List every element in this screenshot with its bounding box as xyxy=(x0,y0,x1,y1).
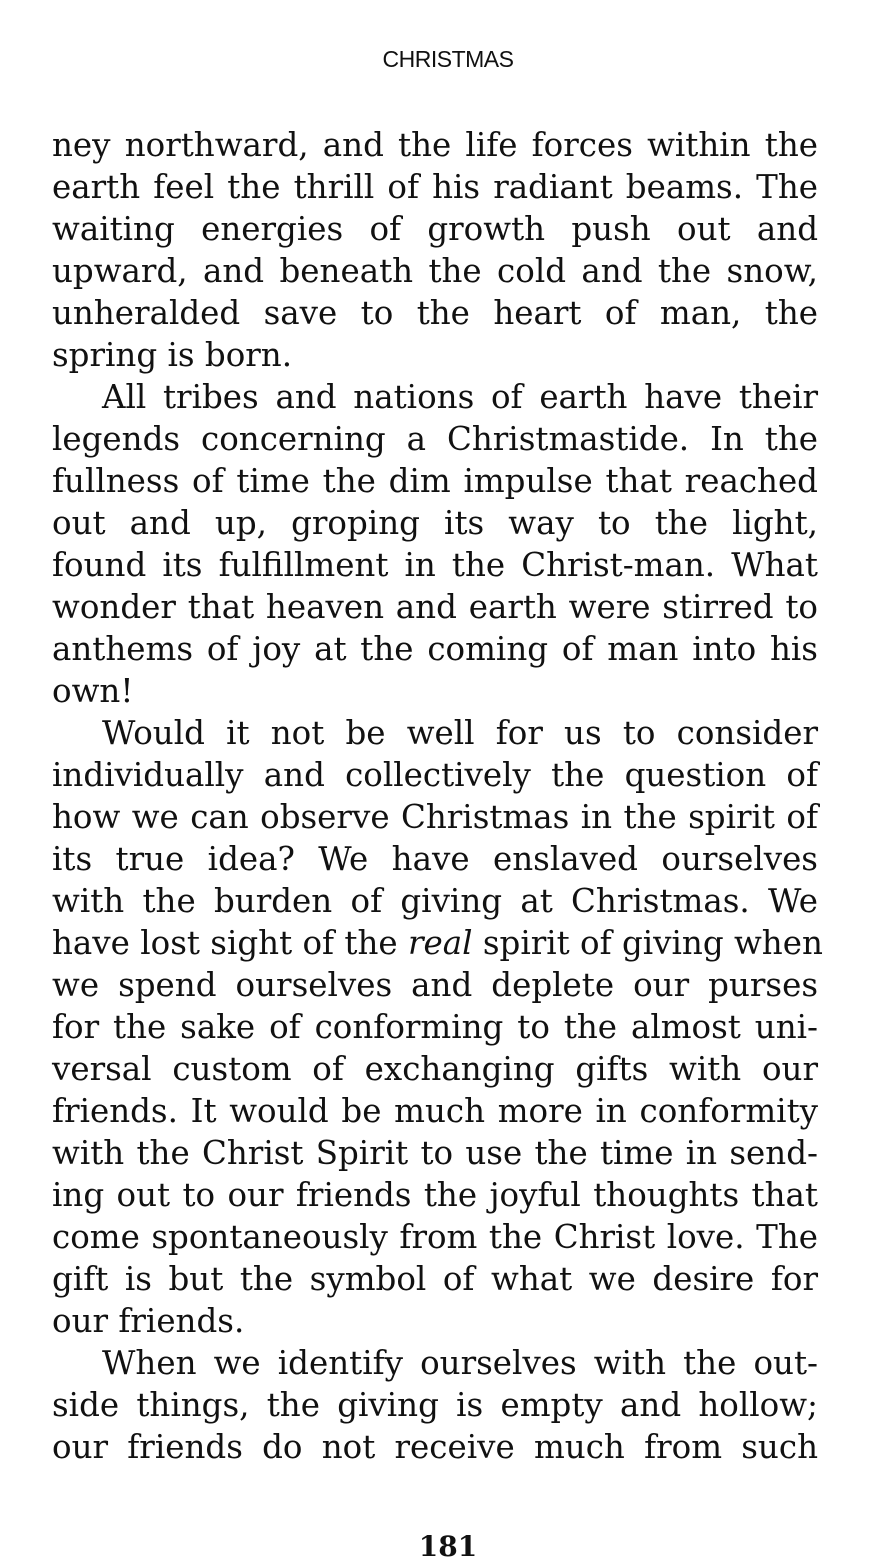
text-line: anthems of joy at the coming of man into his xyxy=(52,630,818,668)
text-line: unheralded save to the heart of man, the xyxy=(52,294,818,332)
text-line: upward, and beneath the cold and the snow, xyxy=(52,252,818,290)
text-line: come spontaneously from the Christ love. The xyxy=(52,1218,818,1256)
text-line: individually and collectively the question of xyxy=(52,756,818,794)
running-head: CHRISTMAS xyxy=(382,46,514,72)
text-line: earth feel the thrill of his radiant beams. The xyxy=(52,168,818,206)
text-line: with the burden of giving at Christmas. We xyxy=(52,882,818,920)
text-line: waiting energies of growth push out and xyxy=(52,210,818,248)
text-line: we spend ourselves and deplete our purses xyxy=(52,966,818,1004)
text-line: how we can observe Christmas in the spirit of xyxy=(52,798,818,836)
text-line: with the Christ Spirit to use the time in send- xyxy=(52,1134,818,1172)
text-line: When we identify ourselves with the out- xyxy=(102,1344,818,1382)
body-text xyxy=(52,124,823,1468)
text-line: gift is but the symbol of what we desire for xyxy=(52,1260,818,1298)
page-number: 181 xyxy=(418,1530,478,1563)
text-line: its true idea? We have enslaved ourselves xyxy=(52,840,818,878)
text-line: versal custom of exchanging gifts with our xyxy=(52,1050,818,1088)
text-line: for the sake of conforming to the almost uni- xyxy=(52,1008,818,1046)
text-line: legends concerning a Christmastide. In the xyxy=(52,420,818,458)
text-line: our friends do not receive much from such xyxy=(52,1428,818,1466)
text-line: ing out to our friends the joyful thoughts that xyxy=(52,1176,818,1214)
emphasis: real xyxy=(407,924,473,962)
text-line: friends. It would be much more in conformity xyxy=(52,1092,818,1130)
text-line: wonder that heaven and earth were stirred to xyxy=(52,588,818,626)
text-line: ney northward, and the life forces within the xyxy=(52,126,818,164)
text-line: Would it not be well for us to consider xyxy=(102,714,818,752)
text-line: have lost sight of the real spirit of giving when xyxy=(52,924,823,962)
text-line: found its fulfillment in the Christ-man. What xyxy=(52,546,818,584)
text-line: own! xyxy=(52,672,134,710)
text-line: All tribes and nations of earth have their xyxy=(102,378,818,416)
text-line: our friends. xyxy=(52,1302,245,1340)
text-line: fullness of time the dim impulse that reached xyxy=(52,462,818,500)
text-line: out and up, groping its way to the light, xyxy=(52,504,818,542)
text-line: side things, the giving is empty and hollow; xyxy=(52,1386,818,1424)
text-line: spring is born. xyxy=(52,336,293,374)
